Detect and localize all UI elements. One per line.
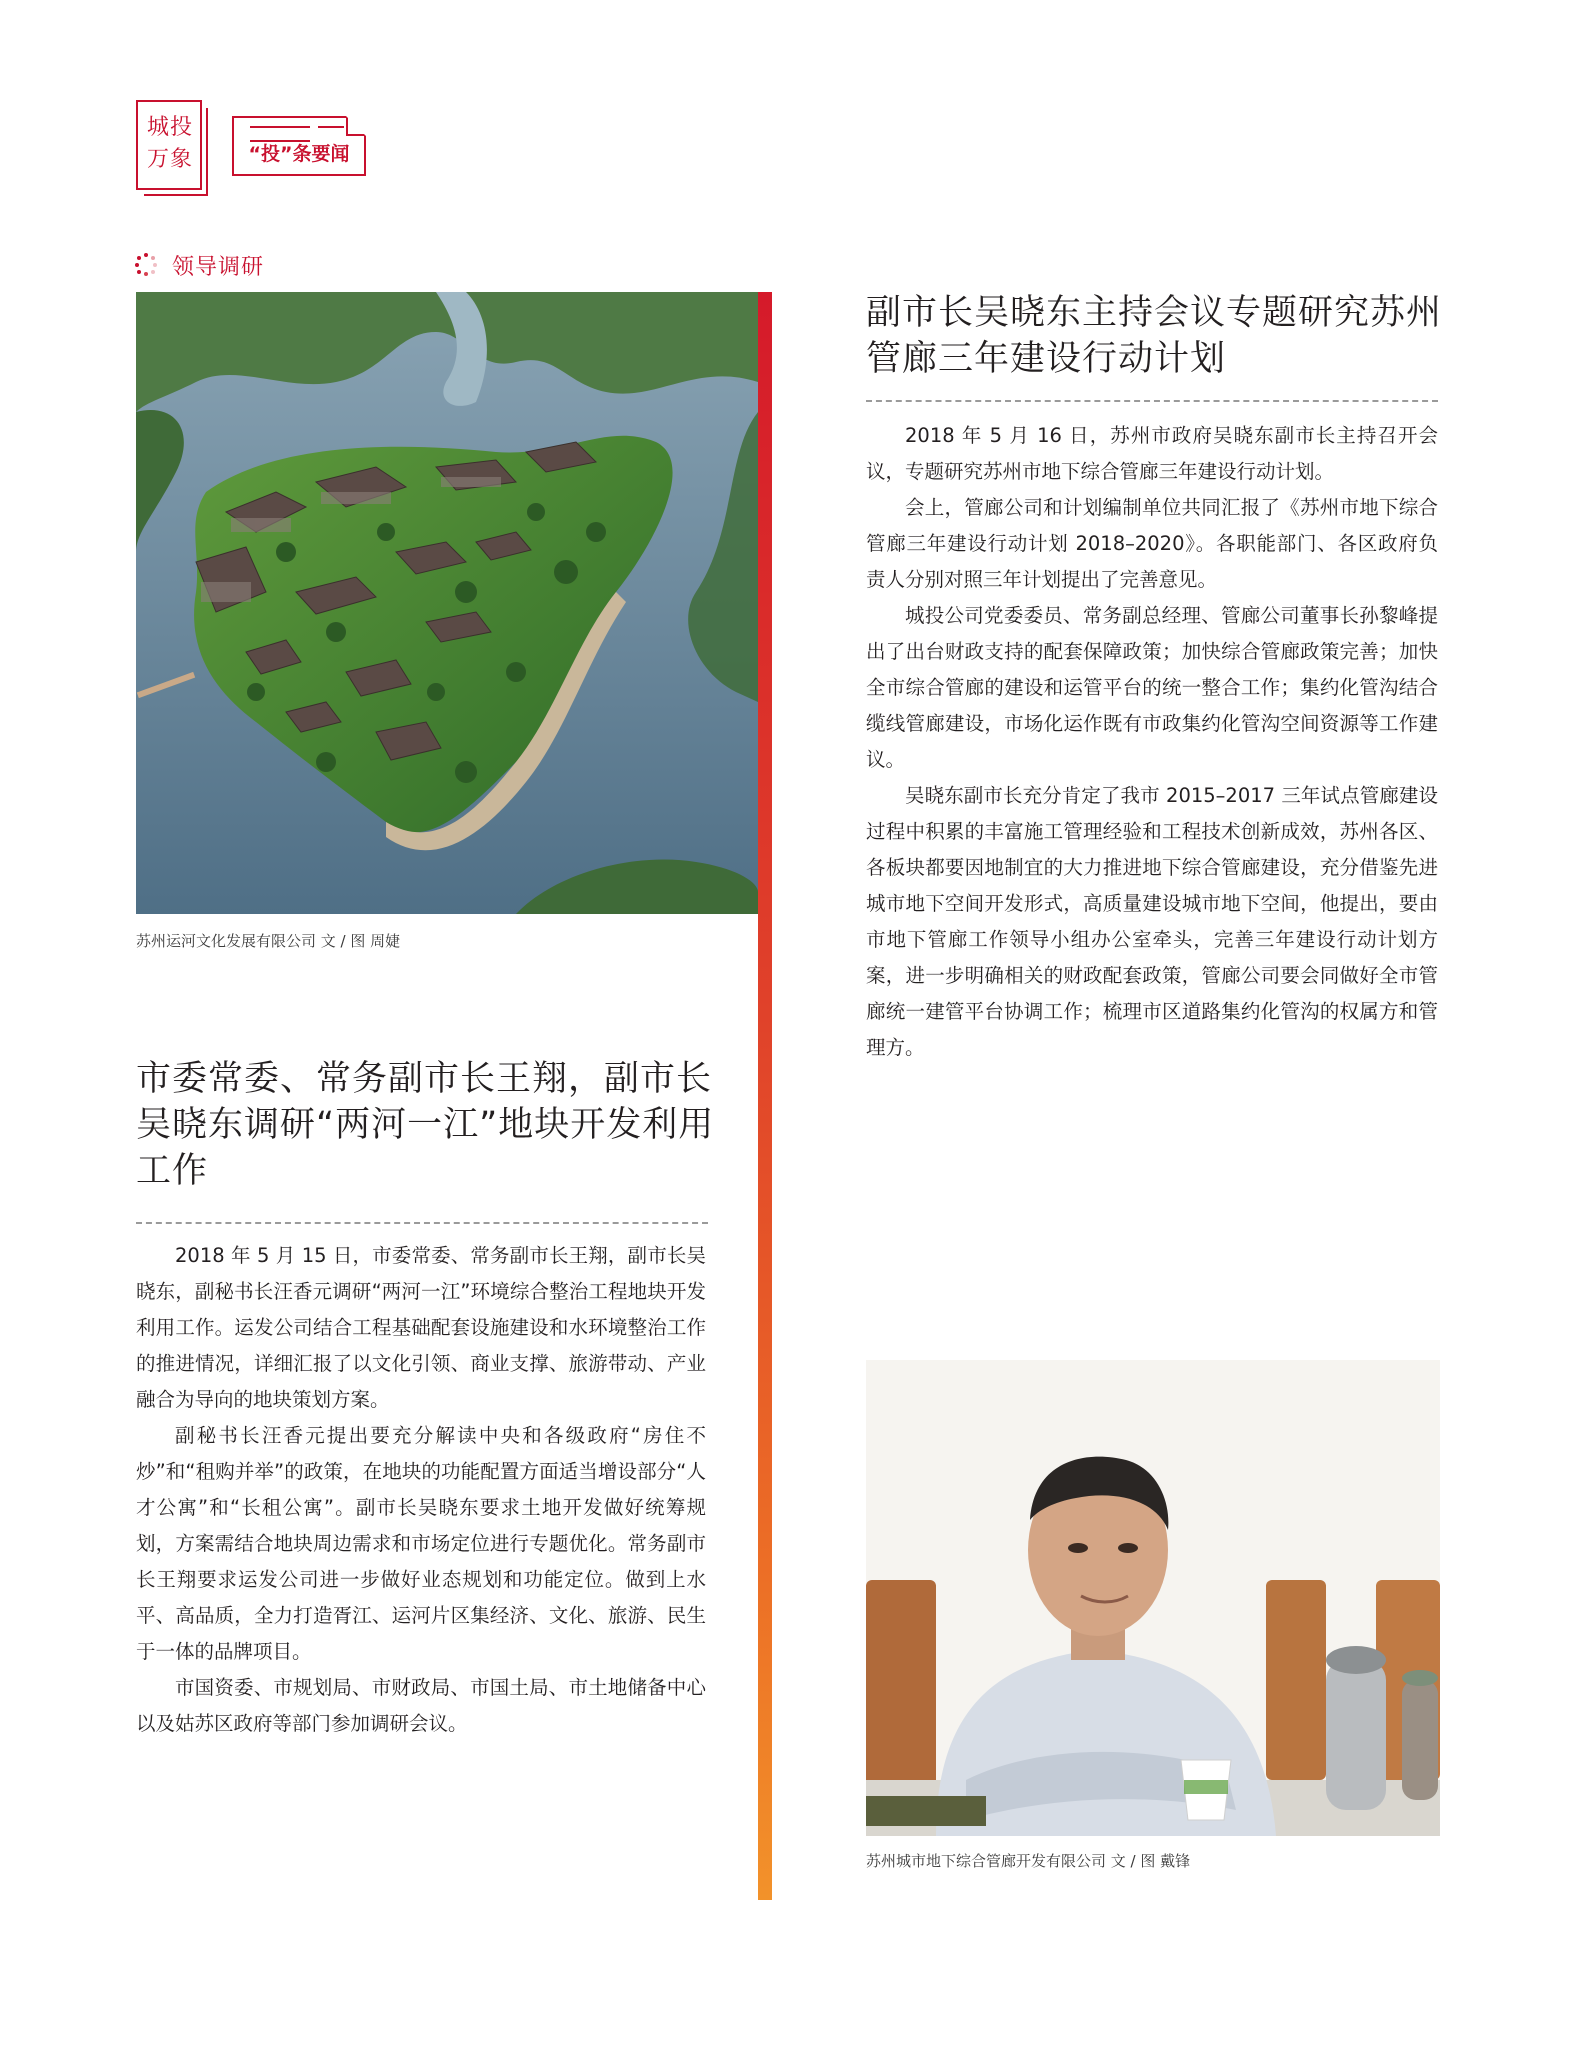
left-headline-divider: [136, 1222, 708, 1224]
left-paragraph-3: 市国资委、市规划局、市财政局、市国土局、市土地储备中心以及姑苏区政府等部门参加调研会议。: [136, 1676, 706, 1735]
aerial-rendering-graphic: [136, 292, 758, 914]
left-paragraph-1: 2018 年 5 月 15 日，市委常委、常务副市长王翔，副市长吴晓东，副秘书长汪香元调研“两河一江”环境综合整治工程地块开发利用工作。运发公司结合工程基础配套设施建设和水环境整治工作的推进情况，详细汇报了以文化引领、商业支撑、旅游带动、产业融合为导向的地块策划方案。: [136, 1244, 706, 1411]
column-divider-bar: [758, 292, 772, 1900]
right-article-headline: 副市长吴晓东主持会议专题研究苏州管廊三年建设行动计划: [866, 293, 1443, 379]
left-article-body: [136, 1238, 706, 1742]
right-paragraph-4: 吴晓东副市长充分肯定了我市 2015–2017 三年试点管廊建设过程中积累的丰富施工管理经验和工程技术创新成效，苏州各区、各板块都要因地制宜的大力推进地下综合管廊建设，充分借鉴先进城市地下空间开发形式，高质量建设城市地下空间，他提出，要由市地下管廊工作领导小组办公室牵头，完善三年建设行动计划方案，进一步明确相关的财政配套政策，管廊公司要会同做好全市管廊统一建管平台协调工作；梳理市区道路集约化管沟的权属方和管理方。: [866, 784, 1438, 1059]
right-paragraph-3: 城投公司党委委员、常务副总经理、管廊公司董事长孙黎峰提出了出台财政支持的配套保障政策；加快综合管廊政策完善；加快全市综合管廊的建设和运管平台的统一整合工作；集约化管沟结合缆线管廊建设，市场化运作既有市政集约化管沟空间资源等工作建议。: [866, 604, 1438, 771]
aerial-rendering-image: [136, 292, 758, 914]
section-dots-icon: [134, 252, 158, 276]
magazine-logo: [136, 100, 202, 190]
left-article-headline: 市委常委、常务副市长王翔，副市长吴晓东调研“两河一江”地块开发利用工作: [136, 1059, 715, 1191]
column-tag: [232, 116, 366, 176]
section-title: 领导调研: [172, 255, 265, 280]
meeting-portrait-graphic: [866, 1360, 1440, 1836]
right-image-caption: 苏州城市地下综合管廊开发有限公司 文 / 图 戴锋: [866, 1852, 1191, 1870]
right-paragraph-1: 2018 年 5 月 16 日，苏州市政府吴晓东副市长主持召开会议，专题研究苏州市地下综合管廊三年建设行动计划。: [866, 424, 1438, 483]
right-article-body: [866, 418, 1438, 1066]
column-label: “投”条要闻: [248, 143, 350, 165]
left-paragraph-2: 副秘书长汪香元提出要充分解读中央和各级政府“房住不炒”和“租购并举”的政策，在地块的功能配置方面适当增设部分“人才公寓”和“长租公寓”。副市长吴晓东要求土地开发做好统筹规划，方案需结合地块周边需求和市场定位进行专题优化。常务副市长王翔要求运发公司进一步做好业态规划和功能定位。做到上水平、高品质，全力打造胥江、运河片区集经济、文化、旅游、民生于一体的品牌项目。: [136, 1424, 706, 1663]
logo-line-1: 城投: [146, 115, 193, 140]
meeting-portrait-image: [866, 1360, 1440, 1836]
tag-decoration-short-line: [318, 126, 344, 128]
right-headline-divider: [866, 400, 1438, 402]
logo-line-2: 万象: [146, 147, 193, 172]
left-image-caption: 苏州运河文化发展有限公司 文 / 图 周婕: [136, 932, 401, 950]
right-paragraph-2: 会上，管廊公司和计划编制单位共同汇报了《苏州市地下综合管廊三年建设行动计划 2018–2020》。各职能部门、各区政府负责人分别对照三年计划提出了完善意见。: [866, 496, 1438, 591]
tag-folded-corner: [346, 118, 364, 136]
